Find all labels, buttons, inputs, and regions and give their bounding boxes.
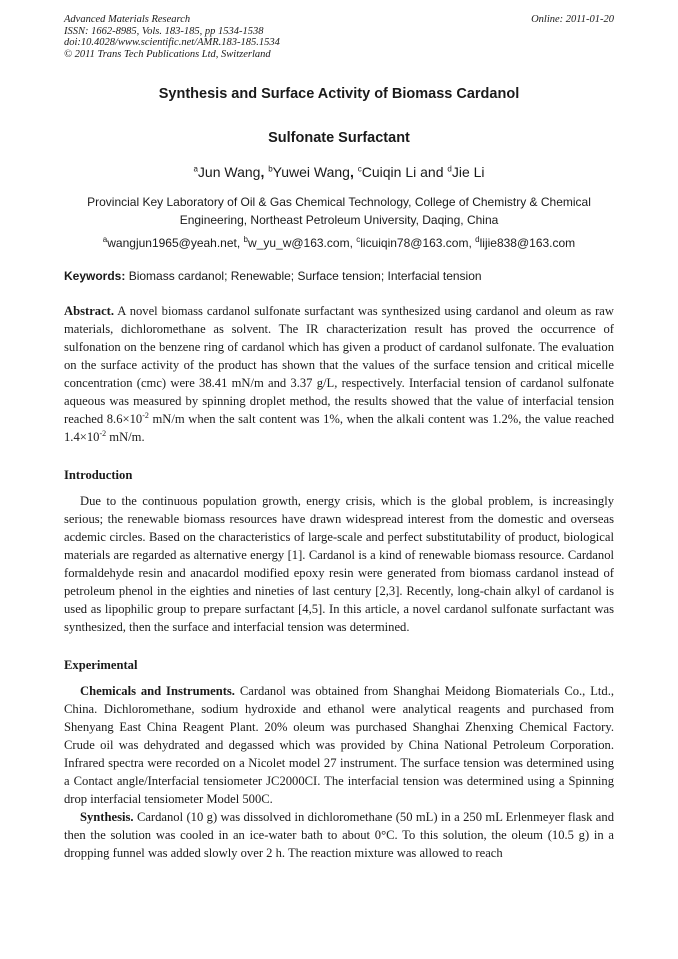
abstract <box>64 302 614 446</box>
author-affil-mark: b <box>268 164 273 174</box>
email-separator: , <box>349 236 357 250</box>
author-affil-mark: a <box>193 164 198 174</box>
author-affil-mark: d <box>447 164 452 174</box>
author-separator: and <box>416 164 448 180</box>
synthesis-paragraph <box>64 808 614 862</box>
chemicals-paragraph <box>64 682 614 808</box>
paper-page <box>64 14 614 862</box>
email-address[interactable]: lijie838@163.com <box>479 236 576 250</box>
journal-doi: doi:10.4028/www.scientific.net/AMR.183-185.1534 <box>64 37 280 48</box>
online-date: Online: 2011-01-20 <box>531 14 614 25</box>
paper-title-line-2: Sulfonate Surfactant <box>268 130 410 146</box>
abstract-label: Abstract. <box>64 304 115 318</box>
email-address[interactable]: wangjun1965@yeah.net <box>107 236 237 250</box>
exponent: -2 <box>142 410 149 420</box>
journal-header <box>64 14 614 60</box>
author-name: Jie Li <box>451 164 485 180</box>
synthesis-text: Cardanol (10 g) was dissolved in dichloromethane (50 mL) in a 250 mL Erlenmeyer flask and then the solution was cooled in an ice-water bath to about 0°C. To this solution, the oleum (10.5 g) in a dropping funnel was added slowly over 2 h. The reaction mixture was allowed to reach <box>64 810 614 860</box>
abstract-text: mN/m when the salt content was 1%, when the alkali content was 1.2%, the value reached 1.4×10 <box>64 412 615 444</box>
email-separator: , <box>468 236 476 250</box>
chemicals-label: Chemicals and Instruments. <box>80 684 235 698</box>
email-mark: a <box>102 235 108 244</box>
keywords-text: Biomass cardanol; Renewable; Surface tension; Interfacial tension <box>125 269 482 283</box>
section-heading-introduction: Introduction <box>64 468 133 482</box>
author-name: Jun Wang <box>197 164 261 180</box>
email-mark: b <box>243 235 248 244</box>
affiliation <box>64 193 614 229</box>
journal-issn: ISSN: 1662-8985, Vols. 183-185, pp 1534-1538 <box>64 25 264 37</box>
synthesis-label: Synthesis. <box>80 810 134 824</box>
email-mark: c <box>356 235 361 244</box>
paper-title-line-1: Synthesis and Surface Activity of Biomass Cardanol <box>158 86 520 102</box>
email-list <box>64 234 614 252</box>
affiliation-line-1: Provincial Key Laboratory of Oil & Gas Chemical Technology, College of Chemistry & Chemical <box>87 195 591 209</box>
author-name: Cuiqin Li <box>361 164 417 180</box>
author-affil-mark: c <box>357 164 362 174</box>
author-separator: , <box>349 164 358 180</box>
section-heading-experimental: Experimental <box>64 658 138 672</box>
email-separator: , <box>236 236 244 250</box>
email-address[interactable]: w_yu_w@163.com <box>248 236 350 250</box>
author-separator: , <box>260 164 269 180</box>
author-list <box>64 162 614 182</box>
journal-name: Advanced Materials Research <box>64 14 191 25</box>
author-name: Yuwei Wang <box>272 164 350 180</box>
introduction-paragraph: Due to the continuous population growth, energy crisis, which is the global problem, is increasingly serious; the renewable biomass resources have drawn widespread interest from the domestic and overseas acdemic circles. Based on the characteristics of large-scale and perfect substitutability of product, biological materials are regarded as alternative energy [1]. Cardanol is a kind of renewable biomass resource. Cardanol formaldehyde resin and anacardol modified epoxy resin were generated from biomass cardanol instead of petroleum phenol in the eighties and nineties of last century [2,3]. Recently, long-chain alkyl of cardanol is used as lipophilic group to prepare surfactant [4,5]. In this article, a novel cardanol sulfonate surfactant was synthesized, then the surface and interfacial tension was determined. <box>64 494 614 634</box>
exponent: -2 <box>99 428 107 438</box>
abstract-text: mN/m. <box>106 430 145 444</box>
abstract-text: A novel biomass cardanol sulfonate surfactant was synthesized using cardanol and oleum as raw materials, dichloromethane as solvent. The IR characterization result has proved the occurrence of sulfonation on the benzene ring of cardanol which has given a product of cardanol sulfonate. The evaluation on the surface activity of the product has shown that the values of the surface tension and critical micelle concentration (cmc) were 38.41 mN/m and 3.37 g/L, respectively. Interfacial tension of cardanol sulfonate aqueous was measured by spinning droplet method, the results showed that the value of interfacial tension reached 8.6×10 <box>64 304 614 426</box>
email-mark: d <box>475 235 480 244</box>
email-address[interactable]: licuiqin78@163.com <box>360 236 469 250</box>
journal-copyright: © 2011 Trans Tech Publications Ltd, Switzerland <box>64 48 271 60</box>
chemicals-text: Cardanol was obtained from Shanghai Meidong Biomaterials Co., Ltd., China. Dichloromethane, sodium hydroxide and ethanol were analytical reagents and purchased from Shenyang East China Reagent Plant. 20% oleum was purchased Shanghai Zhenxing Chemical Factory. Crude oil was dehydrated and degassed which was provided by China National Petroleum Corporation. Infrared spectra were recorded on a Nicolet model 27 instrument. The surface tension was determined using a Contact angle/Interfacial tensiometer JC2000CI. The interfacial tension was determined using a Spinning drop interfacial tensiometer Model 500C. <box>64 684 614 806</box>
keywords-label: Keywords: <box>64 269 126 283</box>
keywords <box>64 268 614 285</box>
affiliation-line-2: Engineering, Northeast Petroleum University, Daqing, China <box>179 213 499 227</box>
